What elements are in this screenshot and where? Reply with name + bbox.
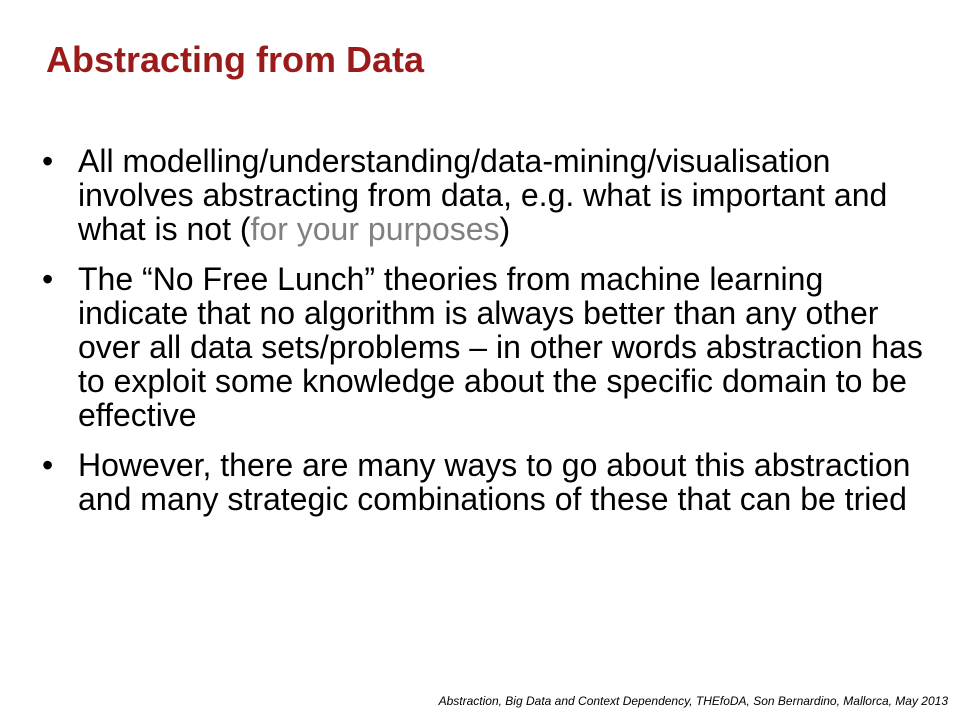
slide-title: Abstracting from Data — [46, 39, 425, 80]
bullet-list — [42, 144, 932, 532]
bullet-text: However, there are many ways to go about this abstraction and many strategic combinations of these that can be tried — [78, 447, 911, 517]
bullet-item — [42, 262, 932, 432]
bullet-dot-icon: • — [42, 447, 54, 483]
bullet-text: All modelling/understanding/data-mining/visualisation involves abstracting from data, e.g. what is important and what is not ( — [78, 143, 888, 247]
bullet-text: The “No Free Lunch” theories from machine learning indicate that no algorithm is always better than any other over all data sets/problems – in other words abstraction has to exploit some knowledge about the specific domain to be effective — [78, 261, 923, 433]
bullet-text-end: ) — [499, 211, 511, 247]
slide-footer: Abstraction, Big Data and Context Dependency, THEfoDA, Son Bernardino, Mallorca, May 2013 — [438, 694, 948, 708]
bullet-item — [42, 448, 932, 516]
bullet-dot-icon: • — [42, 143, 54, 179]
bullet-item — [42, 144, 932, 246]
bullet-text-muted: for your purposes — [250, 211, 500, 247]
bullet-dot-icon: • — [42, 261, 54, 297]
